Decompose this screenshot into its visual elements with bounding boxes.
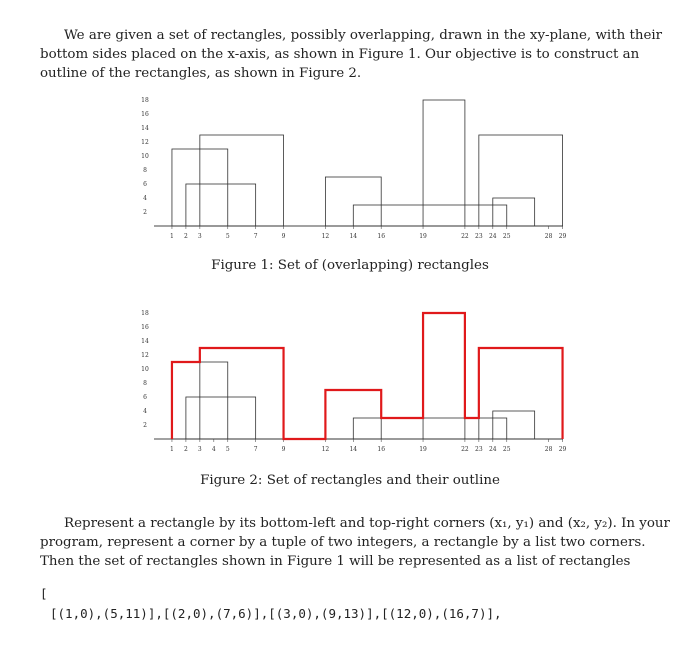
x-tick-label: 24 bbox=[488, 446, 497, 453]
x-tick-label: 16 bbox=[377, 446, 386, 453]
x-tick-label: 25 bbox=[502, 446, 511, 453]
y-tick-label: 14 bbox=[141, 125, 149, 132]
y-tick-label: 18 bbox=[141, 97, 149, 104]
x-tick-label: 1 bbox=[170, 446, 174, 453]
x-tick-label: 12 bbox=[321, 233, 330, 240]
x-tick-label: 7 bbox=[253, 233, 258, 240]
y-tick-label: 8 bbox=[143, 380, 147, 387]
y-tick-label: 8 bbox=[143, 167, 147, 174]
y-tick-label: 16 bbox=[141, 324, 149, 331]
code-line-2: [(1,0),(5,11)],[(2,0),(7,6)],[(3,0),(9,13)],[(12,0),(16,7)], bbox=[50, 606, 502, 621]
figure-2-axes bbox=[141, 310, 566, 453]
x-tick-label: 16 bbox=[377, 233, 386, 240]
x-tick-label: 19 bbox=[419, 233, 427, 240]
rectangle bbox=[186, 397, 256, 439]
y-tick-label: 18 bbox=[141, 310, 149, 317]
rectangle bbox=[353, 418, 506, 439]
x-tick-label: 28 bbox=[544, 446, 553, 453]
y-tick-label: 10 bbox=[141, 153, 149, 160]
y-tick-label: 4 bbox=[143, 195, 147, 202]
y-tick-label: 12 bbox=[141, 352, 149, 359]
y-tick-label: 10 bbox=[141, 366, 149, 373]
figure-1-caption: Figure 1: Set of (overlapping) rectangles bbox=[211, 258, 489, 273]
x-tick-label: 24 bbox=[488, 233, 497, 240]
y-tick-label: 2 bbox=[143, 209, 147, 216]
representation-paragraph: Represent a rectangle by its bottom-left and top-right corners (x₁, y₁) and (x₂, y₂). In your program, represent a corner by a tuple of two integers, a rectangle by a list two corners. Then the set of rectangles shown in Figure 1 will be represented as a list of rectangles bbox=[40, 516, 670, 569]
y-tick-label: 4 bbox=[143, 408, 147, 415]
x-tick-label: 28 bbox=[544, 233, 553, 240]
x-tick-label: 12 bbox=[321, 446, 330, 453]
x-tick-label: 3 bbox=[197, 446, 202, 453]
x-tick-label: 1 bbox=[170, 233, 174, 240]
x-tick-label: 5 bbox=[225, 233, 230, 240]
x-tick-label: 5 bbox=[225, 446, 230, 453]
x-tick-label: 4 bbox=[211, 446, 216, 453]
intro-paragraph: We are given a set of rectangles, possibly overlapping, drawn in the xy-plane, with their bottom sides placed on the x-axis, as shown in Figure 1. Our objective is to construct an outline of the rectangles, as shown in Figure 2. bbox=[40, 28, 663, 81]
outline-polyline bbox=[172, 313, 563, 439]
y-tick-label: 14 bbox=[141, 338, 149, 345]
x-tick-label: 14 bbox=[349, 233, 358, 240]
figure-2-rectangles bbox=[172, 313, 563, 439]
x-tick-label: 9 bbox=[281, 233, 286, 240]
y-tick-label: 6 bbox=[143, 394, 147, 401]
rectangle bbox=[479, 348, 563, 439]
x-tick-label: 9 bbox=[281, 446, 286, 453]
x-tick-label: 22 bbox=[461, 233, 469, 240]
x-tick-label: 19 bbox=[419, 446, 427, 453]
x-tick-label: 7 bbox=[253, 446, 258, 453]
x-tick-label: 23 bbox=[475, 446, 483, 453]
x-tick-label: 2 bbox=[183, 233, 188, 240]
y-tick-label: 12 bbox=[141, 139, 149, 146]
x-tick-label: 29 bbox=[558, 233, 567, 240]
x-tick-label: 25 bbox=[502, 233, 511, 240]
x-tick-label: 23 bbox=[475, 233, 483, 240]
figure-2-caption: Figure 2: Set of rectangles and their outline bbox=[200, 473, 500, 488]
x-tick-label: 2 bbox=[183, 446, 188, 453]
y-tick-label: 2 bbox=[143, 422, 147, 429]
x-tick-label: 29 bbox=[558, 446, 567, 453]
figure-2-outline bbox=[172, 313, 563, 439]
code-line-1: [ bbox=[40, 586, 48, 601]
y-tick-label: 6 bbox=[143, 181, 147, 188]
x-tick-label: 22 bbox=[461, 446, 469, 453]
x-tick-label: 3 bbox=[197, 233, 202, 240]
x-tick-label: 14 bbox=[349, 446, 358, 453]
rectangle bbox=[423, 313, 465, 439]
y-tick-label: 16 bbox=[141, 111, 149, 118]
rectangle bbox=[493, 411, 535, 439]
